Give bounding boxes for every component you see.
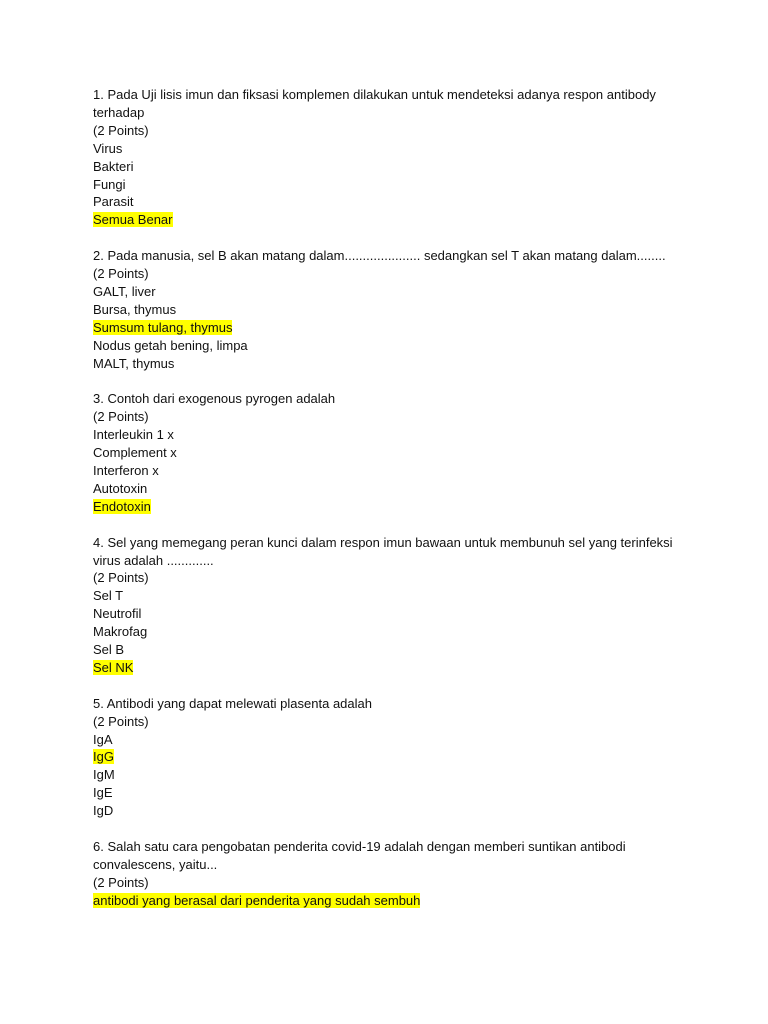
answer-option	[93, 731, 693, 749]
question-block	[93, 390, 693, 515]
question-block	[93, 86, 693, 229]
question-points: (2 Points)	[93, 570, 149, 586]
question-block	[93, 247, 693, 372]
answer-option-label: IgD	[93, 803, 114, 819]
answer-option	[93, 587, 693, 605]
answer-option	[93, 301, 693, 319]
answer-option-label: Interferon x	[93, 463, 159, 478]
question-block	[93, 838, 693, 910]
answer-option-correct-label: Sumsum tulang, thymus	[93, 319, 233, 335]
answer-option-correct-label: Endotoxin	[93, 498, 151, 514]
answer-option	[93, 283, 693, 301]
answer-option-label: MALT, thymus	[93, 355, 175, 371]
answer-option-label: Nodus getah bening, limpa	[93, 337, 248, 353]
answer-option-label: Sel T	[93, 588, 124, 604]
answer-option-correct-label: IgG	[93, 749, 114, 765]
answer-option	[93, 319, 693, 337]
answer-option	[93, 892, 693, 910]
answer-option	[93, 641, 693, 659]
answer-option	[93, 355, 693, 373]
answer-option-label: Makrofag	[93, 624, 148, 640]
question-block	[93, 695, 693, 820]
answer-option	[93, 140, 693, 158]
answer-option	[93, 802, 693, 820]
question-text: 1. Pada Uji lisis imun dan fiksasi komplemen dilakukan untuk mendeteksi adanya respon antibody terhadap	[93, 87, 656, 120]
answer-option-label: Autotoxin	[93, 480, 148, 496]
answer-option-correct-label: Semua Benar	[93, 212, 173, 228]
answer-option	[93, 766, 693, 784]
question-points: (2 Points)	[93, 409, 149, 425]
answer-option	[93, 784, 693, 802]
answer-option-label: Neutrofil	[93, 606, 142, 622]
answer-option-label: Sel B	[93, 642, 125, 658]
answer-option	[93, 426, 693, 444]
question-text: 6. Salah satu cara pengobatan penderita covid-19 adalah dengan memberi suntikan antibodi convalescens, yaitu...	[93, 838, 626, 872]
document-page	[93, 86, 693, 928]
answer-option	[93, 480, 693, 498]
answer-option-label: Complement x	[93, 445, 177, 461]
answer-option	[93, 176, 693, 194]
question-text: 2. Pada manusia, sel B akan matang dalam..................... sedangkan sel T akan matang dalam........	[93, 248, 666, 264]
question-text: 3. Contoh dari exogenous pyrogen adalah	[93, 391, 336, 407]
answer-option	[93, 193, 693, 211]
answer-option	[93, 337, 693, 355]
answer-option-label: Interleukin 1 x	[93, 427, 174, 443]
answer-option-label: Virus	[93, 140, 123, 156]
answer-option	[93, 462, 693, 480]
answer-option	[93, 498, 693, 516]
answer-option	[93, 748, 693, 766]
answer-option-correct-label: Sel NK	[93, 659, 134, 675]
answer-option-correct-label: antibodi yang berasal dari penderita yang sudah sembuh	[93, 892, 421, 908]
answer-option	[93, 211, 693, 229]
answer-option-label: Bakteri	[93, 158, 134, 174]
answer-option-label: GALT, liver	[93, 283, 156, 299]
answer-option-label: IgM	[93, 767, 115, 783]
answer-option-label: IgE	[93, 785, 113, 801]
answer-option-label: IgA	[93, 731, 113, 747]
answer-option	[93, 605, 693, 623]
answer-option-label: Fungi	[93, 176, 126, 192]
question-text: 5. Antibodi yang dapat melewati plasenta adalah	[93, 695, 372, 711]
answer-option	[93, 444, 693, 462]
question-points: (2 Points)	[93, 266, 149, 282]
question-block	[93, 534, 693, 677]
answer-option	[93, 158, 693, 176]
question-text: 4. Sel yang memegang peran kunci dalam respon imun bawaan untuk membunuh sel yang terinfeksi virus adalah .............	[93, 534, 673, 568]
answer-option-label: Parasit	[93, 194, 134, 210]
answer-option-label: Bursa, thymus	[93, 301, 177, 317]
question-points: (2 Points)	[93, 874, 149, 890]
question-points: (2 Points)	[93, 713, 149, 729]
answer-option	[93, 623, 693, 641]
answer-option	[93, 659, 693, 677]
question-points: (2 Points)	[93, 122, 149, 138]
